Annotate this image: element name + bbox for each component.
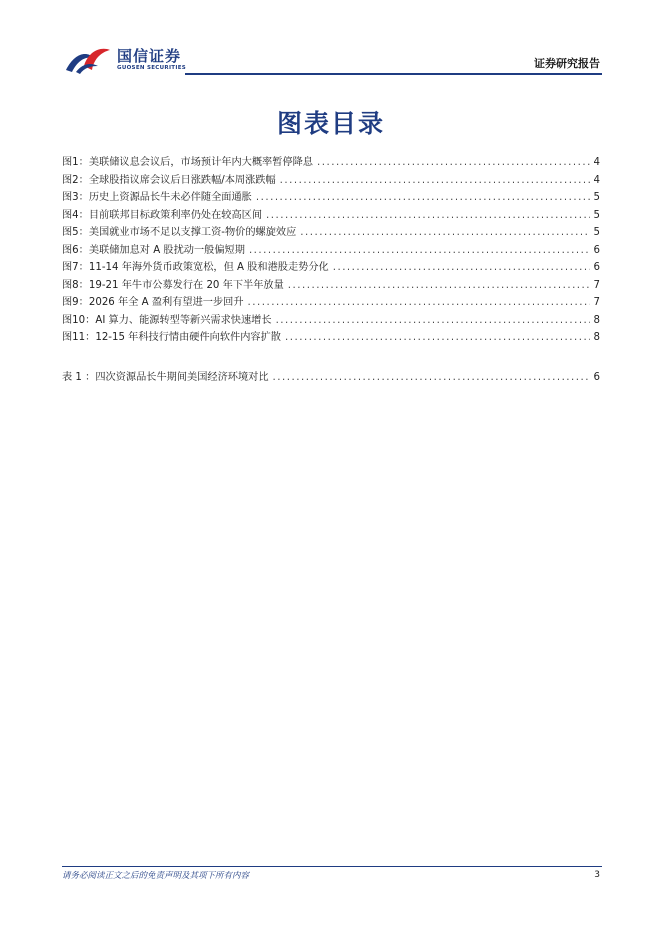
entry-label: 图7： [62, 262, 89, 273]
entry-page-number: 6 [593, 262, 600, 273]
entry-label: 图6： [62, 244, 89, 256]
entry-title: 19-21 年牛市公募发行在 20 年下半年放量 [88, 279, 284, 291]
footer-divider [62, 866, 602, 867]
entry-title: 2026 年全 A 盈利有望进一步回升 [88, 297, 244, 308]
page-header [0, 0, 662, 80]
entry-title: 美联储加息对 A 股扰动一般偏短期 [88, 244, 245, 256]
header-divider [185, 73, 602, 75]
entry-title: 目前联邦目标政策利率仍处在较高区间 [88, 209, 263, 221]
dot-leader [280, 172, 590, 190]
entry-title: 全球股指议席会议后日涨跌幅/本周涨跌幅 [88, 174, 276, 186]
entry-title: 四次资源品长牛期间美国经济环境对比 [95, 371, 269, 383]
disclaimer-note: 请务必阅读正文之后的免责声明及其项下所有内容 [62, 871, 250, 881]
entry-title: 美联储议息会议后，市场预计年内大概率暂停降息 [88, 157, 313, 168]
logo-text-cn: 国信证券 [117, 47, 182, 65]
entry-label: 图2： [62, 174, 89, 186]
dot-leader [248, 294, 590, 312]
dot-leader [276, 312, 590, 330]
entry-label: 图10： [62, 314, 96, 326]
entry-page-number: 4 [593, 174, 600, 186]
figure-entry[interactable] [62, 189, 600, 207]
entry-label: 图4： [62, 209, 89, 221]
entry-page-number: 7 [593, 297, 600, 308]
entry-label: 图5： [62, 227, 89, 238]
entry-label: 图9： [62, 297, 89, 308]
figure-entry[interactable] [62, 259, 600, 277]
figure-entry[interactable] [62, 242, 600, 260]
entry-title: AI 算力、能源转型等新兴需求快速增长 [95, 314, 272, 326]
entry-page-number: 5 [593, 227, 600, 238]
entry-title: 12-15 年科技行情由硬件向软件内容扩散 [95, 332, 281, 343]
entry-page-number: 6 [593, 371, 600, 383]
figure-entry[interactable] [62, 224, 600, 242]
dot-leader [285, 329, 590, 347]
dot-leader [266, 207, 589, 225]
entry-page-number: 6 [593, 244, 600, 256]
table-of-contents [62, 154, 600, 386]
figure-entry[interactable] [62, 277, 600, 295]
dot-leader [288, 277, 590, 295]
entry-title: 美国就业市场不足以支撑工资-物价的螺旋效应 [88, 227, 297, 238]
dot-leader [249, 242, 590, 260]
report-type-label: 证券研究报告 [534, 57, 600, 70]
entry-page-number: 4 [593, 157, 600, 168]
figure-list [62, 154, 600, 347]
dot-leader [256, 189, 590, 207]
page-number: 3 [594, 870, 600, 880]
entry-title: 11-14 年海外货币政策宽松，但 A 股和港股走势分化 [88, 262, 329, 273]
entry-label: 图3： [62, 192, 89, 203]
guosen-logo-icon [64, 44, 112, 74]
figure-entry[interactable] [62, 154, 600, 172]
entry-label: 图8： [62, 279, 89, 291]
figure-entry[interactable] [62, 207, 600, 225]
page-title: 图表目录 [276, 109, 385, 138]
entry-page-number: 5 [593, 192, 600, 203]
entry-label: 表 1 ： [62, 371, 96, 383]
entry-title: 历史上资源品长牛未必伴随全面通胀 [88, 192, 252, 203]
table-list [62, 369, 600, 387]
dot-leader [273, 369, 590, 387]
figure-entry[interactable] [62, 312, 600, 330]
dot-leader [333, 259, 590, 277]
entry-page-number: 5 [593, 209, 600, 221]
dot-leader [317, 154, 590, 172]
entry-page-number: 7 [593, 279, 600, 291]
figure-entry[interactable] [62, 329, 600, 347]
entry-label: 图1： [62, 157, 89, 168]
entry-page-number: 8 [593, 332, 600, 343]
dot-leader [300, 224, 589, 242]
entry-page-number: 8 [593, 314, 600, 326]
figure-entry[interactable] [62, 172, 600, 190]
table-entry[interactable] [62, 369, 600, 387]
entry-label: 图11： [62, 332, 96, 343]
figure-entry[interactable] [62, 294, 600, 312]
logo-text-en: GUOSEN SECURITIES [117, 65, 187, 71]
